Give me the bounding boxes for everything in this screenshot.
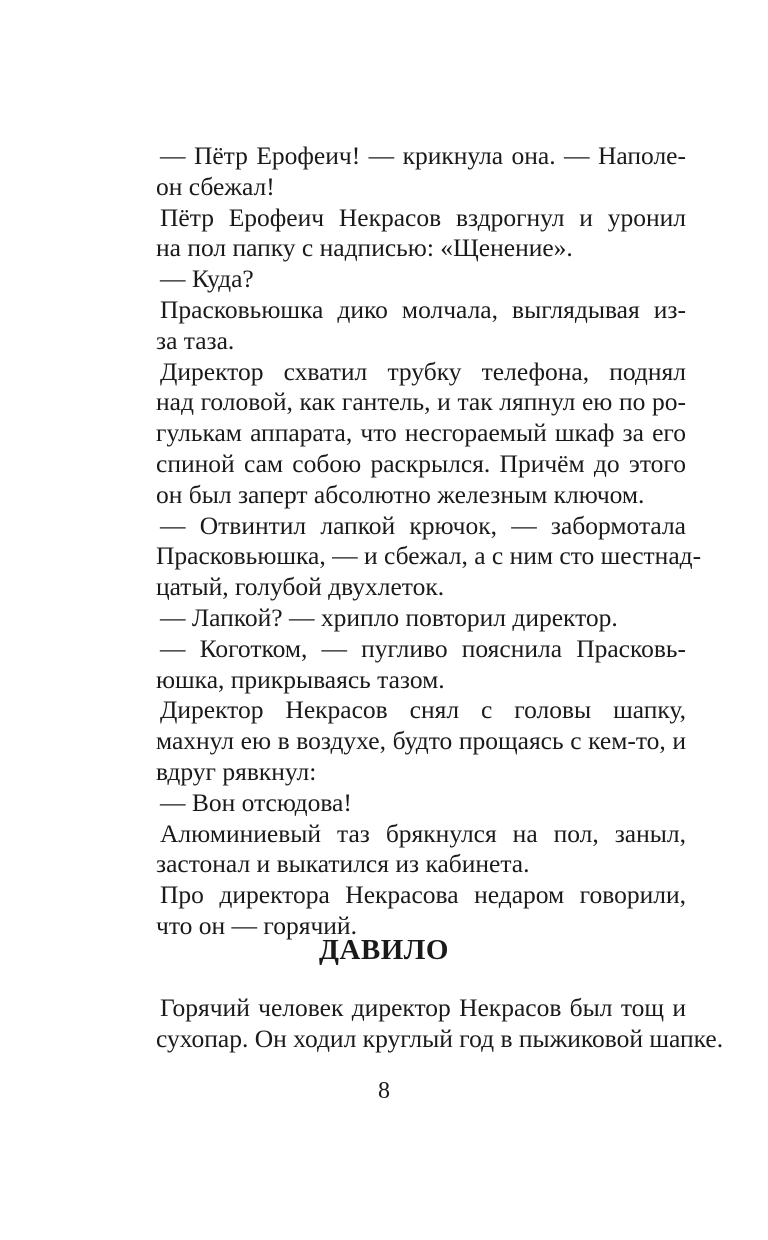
text-line: Прасковьюшка дико молчала, выглядывая из- bbox=[160, 294, 686, 324]
paragraph bbox=[156, 880, 686, 942]
text-line: цатый, голубой двухлеток. bbox=[156, 572, 445, 602]
paragraph bbox=[156, 357, 686, 511]
text-line: Про директора Некрасова недаром говорили, bbox=[160, 880, 686, 910]
text-line: что он — горячий. bbox=[156, 910, 357, 940]
main-text bbox=[156, 141, 702, 942]
text-line: — Коготком, — пугливо пояснила Прасковь- bbox=[160, 633, 686, 663]
paragraph bbox=[156, 993, 724, 1055]
text-line: он сбежал! bbox=[156, 171, 275, 201]
chapter-text bbox=[156, 993, 724, 1055]
paragraph bbox=[156, 634, 686, 696]
text-line: вдруг рявкнул: bbox=[156, 756, 317, 786]
text-line: — Лапкой? — хрипло повторил директор. bbox=[160, 602, 618, 632]
text-line: Директор Некрасов снял с головы шапку, bbox=[160, 695, 686, 725]
text-line: Горячий человек директор Некрасов был тощ и bbox=[160, 993, 686, 1022]
paragraph bbox=[156, 788, 686, 819]
text-line: застонал и выкатился из кабинета. bbox=[156, 849, 530, 879]
paragraph bbox=[156, 264, 686, 295]
paragraph bbox=[156, 603, 686, 634]
text-line: за таза. bbox=[156, 325, 235, 355]
chapter-title: ДАВИЛО bbox=[319, 934, 449, 966]
text-line: — Пётр Ерофеич! — крикнула она. — Наполе- bbox=[160, 141, 686, 170]
text-line: Пётр Ерофеич Некрасов вздрогнул и уронил bbox=[160, 202, 686, 232]
paragraph bbox=[156, 695, 686, 787]
text-line: над головой, как гантель, и так ляпнул ею по ро- bbox=[156, 387, 686, 417]
text-line: сухопар. Он ходил круглый год в пыжиковой шапке. bbox=[156, 1023, 724, 1053]
text-line: Директор схватил трубку телефона, поднял bbox=[160, 356, 686, 386]
text-line: гулькам аппарата, что несгораемый шкаф за его bbox=[156, 418, 686, 448]
text-line: — Куда? bbox=[160, 264, 254, 294]
paragraph bbox=[156, 203, 686, 265]
text-line: он был заперт абсолютно железным ключом. bbox=[156, 479, 645, 509]
page-number: 8 bbox=[378, 1078, 390, 1104]
text-line: махнул ею в воздухе, будто прощаясь с кем-то, и bbox=[156, 726, 686, 756]
text-line: Прасковьюшка, — и сбежал, а с ним сто шестнад- bbox=[156, 541, 702, 571]
text-line: юшка, прикрываясь тазом. bbox=[156, 664, 445, 694]
text-line: спиной сам собою раскрылся. Причём до этого bbox=[156, 448, 686, 478]
text-line: — Отвинтил лапкой крючок, — забормотала bbox=[160, 510, 686, 540]
paragraph bbox=[156, 510, 702, 603]
paragraph bbox=[156, 295, 686, 357]
paragraph bbox=[156, 141, 686, 203]
text-line: Алюминиевый таз брякнулся на пол, заныл, bbox=[160, 818, 686, 848]
paragraph bbox=[156, 819, 686, 881]
text-line: — Вон отсюдова! bbox=[160, 787, 352, 817]
text-line: на пол папку с надписью: «Щенение». bbox=[156, 233, 573, 263]
